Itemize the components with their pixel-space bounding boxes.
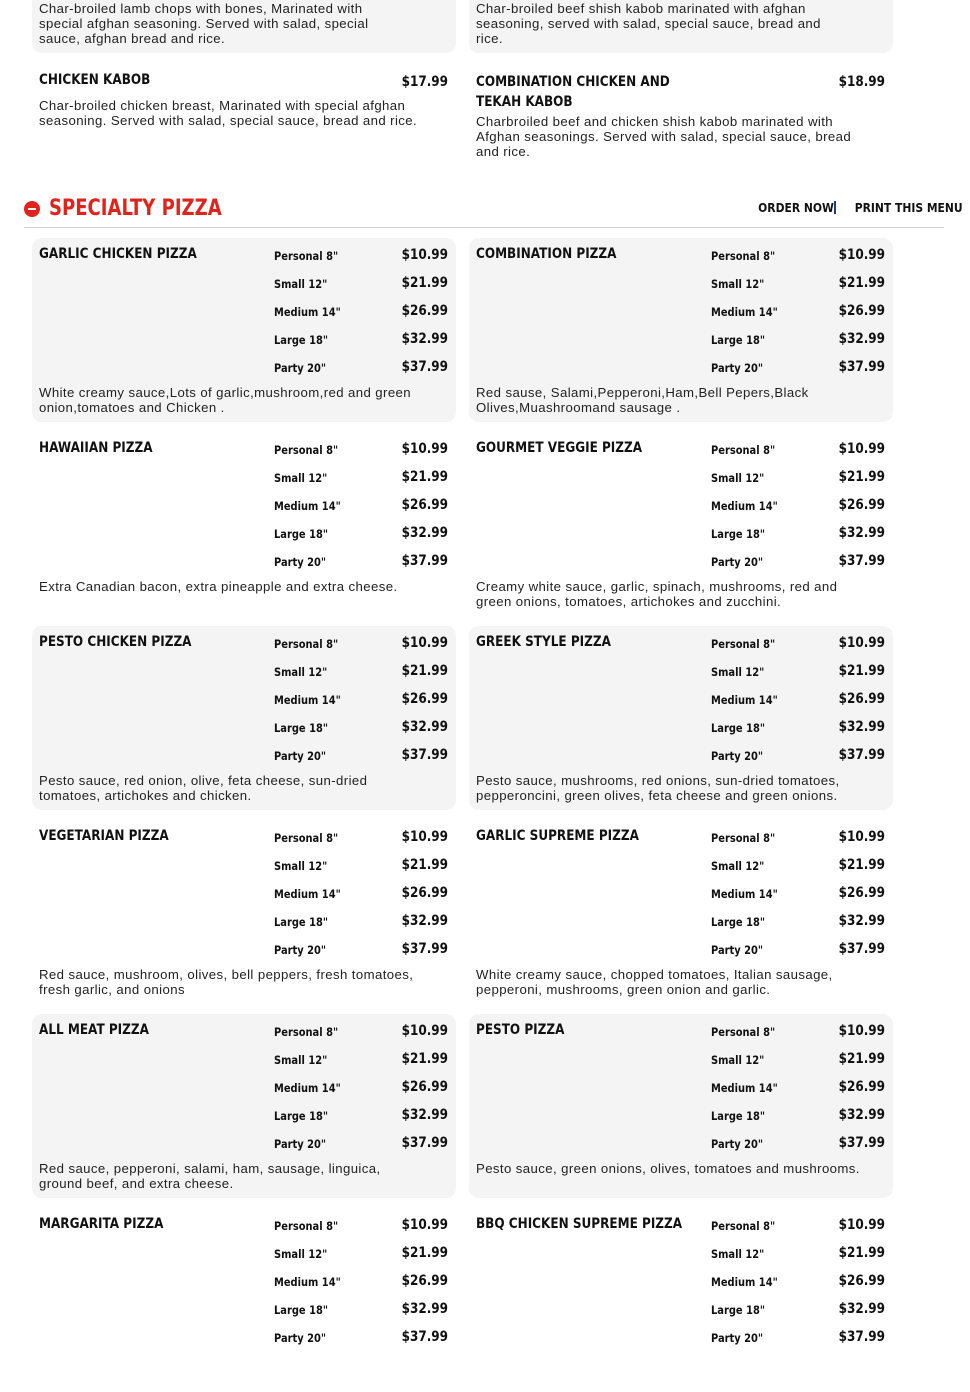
size-price: $21.99 (401, 857, 448, 873)
size-price: $21.99 (838, 663, 885, 679)
size-option[interactable] (711, 275, 893, 295)
size-label: Personal 8" (274, 1219, 339, 1233)
size-option[interactable] (274, 303, 456, 323)
size-price: $10.99 (838, 247, 885, 263)
size-option[interactable] (711, 1273, 893, 1293)
size-option[interactable] (274, 441, 456, 461)
size-price: $26.99 (838, 691, 885, 707)
size-option[interactable] (274, 1301, 456, 1321)
size-price: $26.99 (838, 1079, 885, 1095)
section-header-specialty-pizza (24, 196, 963, 228)
size-price: $26.99 (401, 1079, 448, 1095)
size-label: Personal 8" (711, 831, 776, 845)
size-option[interactable] (711, 359, 893, 379)
pizza-title: ALL MEAT PIZZA (39, 1022, 149, 1038)
size-price: $10.99 (838, 1217, 885, 1233)
size-price: $21.99 (401, 275, 448, 291)
size-label: Small 12" (711, 1053, 765, 1067)
size-option[interactable] (711, 663, 893, 683)
size-label: Personal 8" (274, 637, 339, 651)
size-label: Personal 8" (711, 249, 776, 263)
size-option[interactable] (274, 1135, 456, 1155)
size-label: Medium 14" (711, 887, 778, 901)
pizza-card-hawaiian-pizza[interactable] (32, 432, 456, 616)
size-price: $32.99 (401, 913, 448, 929)
size-label: Small 12" (274, 277, 328, 291)
size-label: Small 12" (274, 1053, 328, 1067)
pizza-card-all-meat-pizza[interactable] (32, 1014, 456, 1198)
size-option[interactable] (274, 829, 456, 849)
size-price: $26.99 (838, 1273, 885, 1289)
size-price: $10.99 (838, 635, 885, 651)
pizza-title: PESTO CHICKEN PIZZA (39, 634, 192, 650)
size-price: $21.99 (401, 1051, 448, 1067)
pizza-card-combination-pizza[interactable] (469, 238, 893, 422)
size-label: Small 12" (711, 471, 765, 485)
size-price: $37.99 (401, 941, 448, 957)
size-label: Medium 14" (274, 305, 341, 319)
size-label: Medium 14" (711, 1275, 778, 1289)
size-price: $10.99 (401, 247, 448, 263)
collapse-minus-icon[interactable] (24, 201, 40, 217)
size-label: Party 20" (274, 555, 327, 569)
size-option[interactable] (711, 553, 893, 573)
size-price: $10.99 (401, 829, 448, 845)
size-price: $32.99 (838, 331, 885, 347)
pizza-card-margarita-pizza[interactable] (32, 1208, 456, 1392)
size-option[interactable] (711, 247, 893, 267)
pizza-description: White creamy sauce, chopped tomatoes, Italian sausage, pepperoni, mushrooms, green onion and garlic. (476, 967, 833, 997)
size-label: Medium 14" (274, 693, 341, 707)
size-label: Small 12" (711, 665, 765, 679)
pizza-description: Extra Canadian bacon, extra pineapple and extra cheese. (39, 579, 398, 594)
size-label: Party 20" (711, 1137, 764, 1151)
size-price: $26.99 (838, 303, 885, 319)
menu-item-beef-kabob[interactable] (469, 0, 893, 53)
pizza-title: GARLIC SUPREME PIZZA (476, 828, 639, 844)
pizza-title: MARGARITA PIZZA (39, 1216, 164, 1232)
size-price: $37.99 (838, 553, 885, 569)
pizza-title: GARLIC CHICKEN PIZZA (39, 246, 197, 262)
size-label: Party 20" (274, 943, 327, 957)
size-option[interactable] (274, 1079, 456, 1099)
size-label: Medium 14" (711, 693, 778, 707)
size-price: $32.99 (838, 525, 885, 541)
pizza-title: COMBINATION PIZZA (476, 246, 617, 262)
size-option[interactable] (274, 941, 456, 961)
size-option[interactable] (274, 359, 456, 379)
size-price: $10.99 (838, 1023, 885, 1039)
size-option[interactable] (711, 1301, 893, 1321)
print-menu-link[interactable]: PRINT THIS MENU (854, 200, 963, 215)
size-label: Large 18" (711, 1303, 766, 1317)
size-label: Medium 14" (274, 1275, 341, 1289)
size-option[interactable] (274, 1051, 456, 1071)
size-option[interactable] (274, 857, 456, 877)
item-description: Char-broiled beef shish kabob marinated with afghan seasoning, served with salad, special sauce, bread and rice. (476, 1, 821, 46)
size-option[interactable] (274, 885, 456, 905)
size-price: $21.99 (838, 1245, 885, 1261)
section-title: SPECIALTY PIZZA (49, 196, 222, 221)
pizza-card-vegetarian-pizza[interactable] (32, 820, 456, 1004)
pizza-card-gourmet-veggie-pizza[interactable] (469, 432, 893, 616)
size-label: Personal 8" (274, 249, 339, 263)
size-price: $37.99 (838, 747, 885, 763)
size-label: Large 18" (711, 721, 766, 735)
size-label: Medium 14" (274, 1081, 341, 1095)
item-title: COMBINATION CHICKEN AND TEKAH KABOB (476, 74, 670, 110)
size-option[interactable] (274, 1245, 456, 1265)
size-price: $32.99 (838, 913, 885, 929)
size-label: Large 18" (274, 721, 329, 735)
size-price: $26.99 (401, 497, 448, 513)
size-option[interactable] (711, 941, 893, 961)
size-label: Large 18" (274, 1109, 329, 1123)
item-title: CHICKEN KABOB (39, 72, 151, 88)
size-price: $37.99 (838, 941, 885, 957)
size-option[interactable] (711, 1023, 893, 1043)
size-label: Personal 8" (274, 831, 339, 845)
size-label: Small 12" (274, 1247, 328, 1261)
pizza-description: Red sauce, mushroom, olives, bell peppers, fresh tomatoes, fresh garlic, and onions (39, 967, 414, 997)
size-label: Party 20" (711, 749, 764, 763)
size-label: Personal 8" (711, 1025, 776, 1039)
size-price: $37.99 (401, 1135, 448, 1151)
size-price: $32.99 (838, 1301, 885, 1317)
size-option[interactable] (274, 331, 456, 351)
size-option[interactable] (711, 441, 893, 461)
size-option[interactable] (274, 1329, 456, 1349)
size-option[interactable] (711, 497, 893, 517)
size-label: Large 18" (274, 1303, 329, 1317)
size-price: $32.99 (401, 1107, 448, 1123)
size-option[interactable] (274, 719, 456, 739)
size-option[interactable] (711, 747, 893, 767)
pizza-card-pesto-pizza[interactable] (469, 1014, 893, 1198)
pizza-title: HAWAIIAN PIZZA (39, 440, 153, 456)
size-label: Personal 8" (711, 443, 776, 457)
pizza-title: BBQ CHICKEN SUPREME PIZZA (476, 1216, 683, 1232)
size-price: $32.99 (401, 525, 448, 541)
size-option[interactable] (274, 525, 456, 545)
pizza-title: GREEK STYLE PIZZA (476, 634, 611, 650)
size-option[interactable] (274, 247, 456, 267)
pizza-description: Creamy white sauce, garlic, spinach, mushrooms, red and green onions, tomatoes, artichokes and zucchini. (476, 579, 838, 609)
size-price: $10.99 (401, 1023, 448, 1039)
size-price: $37.99 (401, 1329, 448, 1345)
size-option[interactable] (711, 857, 893, 877)
size-label: Party 20" (711, 361, 764, 375)
link-separator (834, 201, 836, 214)
menu-item-chicken-kabob[interactable] (32, 66, 456, 166)
size-option[interactable] (274, 497, 456, 517)
pizza-description: Pesto sauce, mushrooms, red onions, sun-dried tomatoes, pepperoncini, green olives, feta cheese and green onions. (476, 773, 840, 803)
size-price: $32.99 (838, 719, 885, 735)
size-option[interactable] (711, 1135, 893, 1155)
size-label: Small 12" (274, 471, 328, 485)
size-price: $37.99 (401, 747, 448, 763)
size-price: $21.99 (838, 469, 885, 485)
size-option[interactable] (274, 553, 456, 573)
size-price: $10.99 (401, 635, 448, 651)
size-label: Party 20" (274, 1137, 327, 1151)
size-label: Medium 14" (274, 499, 341, 513)
size-price: $26.99 (401, 885, 448, 901)
size-label: Large 18" (711, 1109, 766, 1123)
size-label: Medium 14" (711, 499, 778, 513)
size-label: Personal 8" (711, 1219, 776, 1233)
size-option[interactable] (711, 829, 893, 849)
size-option[interactable] (274, 663, 456, 683)
size-price: $37.99 (401, 553, 448, 569)
size-label: Party 20" (274, 749, 327, 763)
size-price: $32.99 (401, 719, 448, 735)
size-price: $21.99 (401, 469, 448, 485)
size-price: $21.99 (401, 663, 448, 679)
size-label: Party 20" (711, 943, 764, 957)
size-label: Party 20" (711, 1331, 764, 1345)
size-price: $37.99 (838, 1329, 885, 1345)
size-option[interactable] (711, 1245, 893, 1265)
size-price: $26.99 (838, 885, 885, 901)
size-price: $21.99 (401, 1245, 448, 1261)
pizza-description: Red sauce, pepperoni, salami, ham, sausage, linguica, ground beef, and extra cheese. (39, 1161, 381, 1191)
size-label: Personal 8" (711, 637, 776, 651)
size-option[interactable] (711, 913, 893, 933)
size-label: Personal 8" (274, 443, 339, 457)
size-label: Personal 8" (274, 1025, 339, 1039)
size-label: Party 20" (711, 555, 764, 569)
size-price: $32.99 (401, 331, 448, 347)
size-label: Small 12" (711, 277, 765, 291)
pizza-card-bbq-chicken-supreme-pizza[interactable] (469, 1208, 893, 1392)
size-option[interactable] (274, 275, 456, 295)
size-label: Party 20" (274, 361, 327, 375)
order-now-link[interactable]: ORDER NOW (758, 200, 834, 215)
size-option[interactable] (711, 885, 893, 905)
size-label: Small 12" (274, 859, 328, 873)
size-label: Large 18" (711, 915, 766, 929)
item-description: Char-broiled chicken breast, Marinated with special afghan seasoning. Served with salad, special sauce, bread and rice. (39, 98, 418, 128)
size-label: Large 18" (274, 915, 329, 929)
size-option[interactable] (711, 635, 893, 655)
size-option[interactable] (274, 1107, 456, 1127)
size-option[interactable] (274, 747, 456, 767)
size-option[interactable] (274, 913, 456, 933)
size-option[interactable] (711, 1107, 893, 1127)
pizza-title: GOURMET VEGGIE PIZZA (476, 440, 643, 456)
size-option[interactable] (711, 331, 893, 351)
pizza-description: Pesto sauce, red onion, olive, feta cheese, sun-dried tomatoes, artichokes and chicken. (39, 773, 368, 803)
pizza-card-pesto-chicken-pizza[interactable] (32, 626, 456, 810)
size-option[interactable] (274, 1023, 456, 1043)
item-description: Char-broiled lamb chops with bones, Marinated with special afghan seasoning. Served with salad, special sauce, afghan bread and rice. (39, 1, 369, 46)
pizza-card-garlic-supreme-pizza[interactable] (469, 820, 893, 1004)
size-option[interactable] (711, 1217, 893, 1237)
size-option[interactable] (711, 719, 893, 739)
size-price: $10.99 (838, 829, 885, 845)
size-price: $21.99 (838, 857, 885, 873)
pizza-title: VEGETARIAN PIZZA (39, 828, 169, 844)
size-label: Medium 14" (711, 305, 778, 319)
item-price: $17.99 (401, 74, 448, 90)
size-label: Large 18" (711, 333, 766, 347)
size-option[interactable] (274, 1273, 456, 1293)
size-price: $32.99 (838, 1107, 885, 1123)
size-label: Small 12" (711, 1247, 765, 1261)
pizza-card-garlic-chicken-pizza[interactable] (32, 238, 456, 422)
size-price: $10.99 (401, 441, 448, 457)
size-option[interactable] (711, 303, 893, 323)
size-label: Medium 14" (711, 1081, 778, 1095)
size-label: Small 12" (274, 665, 328, 679)
size-option[interactable] (711, 691, 893, 711)
size-price: $26.99 (401, 691, 448, 707)
pizza-card-greek-style-pizza[interactable] (469, 626, 893, 810)
menu-item-lamb-chops[interactable] (32, 0, 456, 53)
size-price: $10.99 (401, 1217, 448, 1233)
size-option[interactable] (711, 469, 893, 489)
size-option[interactable] (711, 1329, 893, 1349)
size-price: $32.99 (401, 1301, 448, 1317)
size-option[interactable] (274, 691, 456, 711)
menu-item-combination-kabob[interactable] (469, 66, 893, 166)
size-price: $37.99 (838, 1135, 885, 1151)
size-option[interactable] (274, 1217, 456, 1237)
size-price: $26.99 (838, 497, 885, 513)
size-label: Large 18" (711, 527, 766, 541)
size-label: Medium 14" (274, 887, 341, 901)
size-option[interactable] (274, 635, 456, 655)
size-option[interactable] (711, 1079, 893, 1099)
size-price: $37.99 (401, 359, 448, 375)
size-label: Large 18" (274, 527, 329, 541)
pizza-description: Red sause, Salami,Pepperoni,Ham,Bell Pepers,Black Olives,Muashroomand sausage . (476, 385, 809, 415)
pizza-description: Pesto sauce, green onions, olives, tomatoes and mushrooms. (476, 1161, 860, 1176)
size-label: Small 12" (711, 859, 765, 873)
size-price: $21.99 (838, 1051, 885, 1067)
item-price: $18.99 (838, 74, 885, 90)
size-price: $26.99 (401, 303, 448, 319)
size-price: $37.99 (838, 359, 885, 375)
size-option[interactable] (711, 525, 893, 545)
pizza-description: White creamy sauce,Lots of garlic,mushroom,red and green onion,tomatoes and Chicken . (39, 385, 412, 415)
pizza-title: PESTO PIZZA (476, 1022, 565, 1038)
item-description: Charbroiled beef and chicken shish kabob marinated with Afghan seasonings. Served with salad, special sauce, bread and rice. (476, 114, 852, 159)
size-price: $21.99 (838, 275, 885, 291)
size-option[interactable] (274, 469, 456, 489)
size-option[interactable] (711, 1051, 893, 1071)
size-price: $26.99 (401, 1273, 448, 1289)
size-label: Large 18" (274, 333, 329, 347)
size-label: Party 20" (274, 1331, 327, 1345)
size-price: $10.99 (838, 441, 885, 457)
